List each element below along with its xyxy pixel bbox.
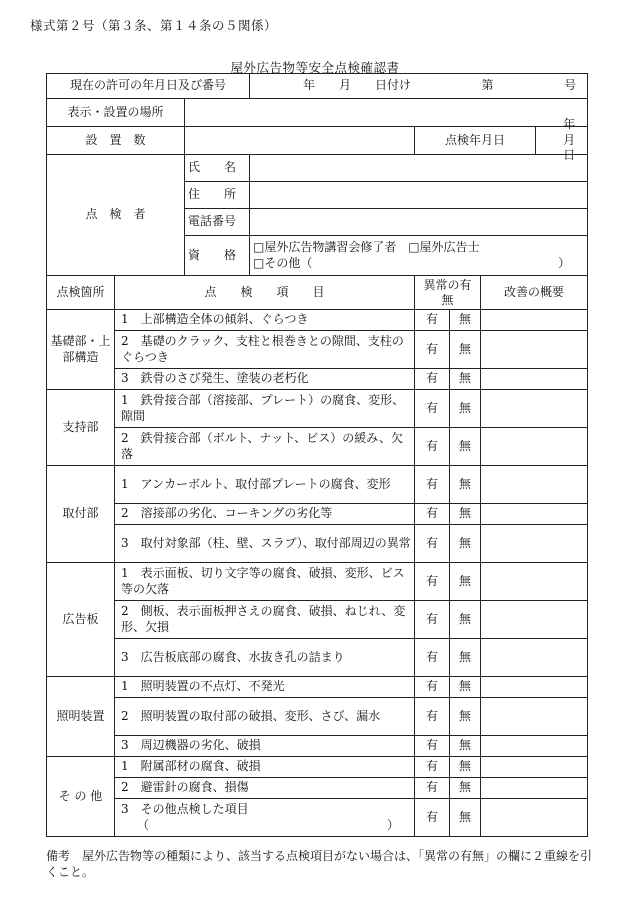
yes-mark[interactable]: 有 bbox=[415, 310, 450, 331]
improvement-field[interactable] bbox=[481, 639, 588, 677]
count-field[interactable] bbox=[185, 127, 415, 155]
phone-label: 電話番号 bbox=[185, 209, 250, 236]
yes-mark[interactable]: 有 bbox=[415, 698, 450, 736]
phone-field[interactable] bbox=[250, 209, 588, 236]
yes-mark[interactable]: 有 bbox=[415, 757, 450, 778]
no-mark[interactable]: 無 bbox=[450, 525, 481, 563]
no-mark[interactable]: 無 bbox=[450, 331, 481, 369]
document-title: 屋外広告物等安全点検確認書 bbox=[230, 60, 400, 75]
check-item: 1 上部構造全体の傾斜、ぐらつき bbox=[115, 310, 415, 331]
no-mark[interactable]: 無 bbox=[450, 778, 481, 799]
check-item: 3 その他点検した項目 bbox=[121, 801, 249, 816]
permit-date-text: 年 月 日付け bbox=[303, 78, 412, 93]
col-item-header: 点 検 項 目 bbox=[115, 276, 415, 310]
improvement-field[interactable] bbox=[481, 331, 588, 369]
check-item: 1 鉄骨接合部（溶接部、プレート）の腐食、変形、隙間 bbox=[115, 390, 415, 428]
checklist-header-row bbox=[47, 276, 588, 310]
qual-option-other[interactable]: □その他（ bbox=[253, 255, 313, 270]
no-mark[interactable]: 無 bbox=[450, 563, 481, 601]
checklist-row bbox=[47, 677, 588, 698]
remarks-note bbox=[46, 848, 594, 880]
yes-mark[interactable]: 有 bbox=[415, 601, 450, 639]
permit-no-go: 号 bbox=[564, 78, 577, 93]
permit-no-dai: 第 bbox=[481, 78, 494, 93]
improvement-field[interactable] bbox=[481, 757, 588, 778]
name-label: 氏 名 bbox=[185, 155, 250, 182]
permit-label: 現在の許可の年月日及び番号 bbox=[47, 74, 250, 99]
no-mark[interactable]: 無 bbox=[450, 466, 481, 504]
col-abnormal-header: 異常の有無 bbox=[415, 276, 481, 310]
yes-mark[interactable]: 有 bbox=[415, 677, 450, 698]
count-row bbox=[47, 127, 588, 155]
improvement-field[interactable] bbox=[481, 698, 588, 736]
section-mount-label: 取付部 bbox=[47, 466, 115, 563]
yes-mark[interactable]: 有 bbox=[415, 504, 450, 525]
remarks-label: 備考 bbox=[46, 849, 71, 863]
checklist-row bbox=[47, 428, 588, 466]
address-label: 住 所 bbox=[185, 182, 250, 209]
inspection-date-field[interactable]: 年 月 日 bbox=[563, 117, 600, 163]
no-mark[interactable]: 無 bbox=[450, 369, 481, 390]
yes-mark[interactable]: 有 bbox=[415, 369, 450, 390]
improvement-field[interactable] bbox=[481, 369, 588, 390]
section-foundation-label: 基礎部・上部構造 bbox=[47, 310, 115, 390]
check-item: 3 取付対象部（柱、壁、スラブ）、取付部周辺の異常 bbox=[115, 525, 415, 563]
check-item: 1 アンカーボルト、取付部プレートの腐食、変形 bbox=[115, 466, 415, 504]
yes-mark[interactable]: 有 bbox=[415, 736, 450, 757]
no-mark[interactable]: 無 bbox=[450, 601, 481, 639]
no-mark[interactable]: 無 bbox=[450, 698, 481, 736]
improvement-field[interactable] bbox=[481, 677, 588, 698]
yes-mark[interactable]: 有 bbox=[415, 563, 450, 601]
inspection-date-label: 点検年月日 bbox=[415, 127, 536, 154]
check-item: 2 基礎のクラック、支柱と根巻きとの隙間、支柱のぐらつき bbox=[115, 331, 415, 369]
remarks-text: 屋外広告物等の種類により、該当する点検項目がない場合は、「異常の有無」の欄に２重線を引くこと。 bbox=[46, 849, 593, 880]
checklist-row bbox=[47, 390, 588, 428]
section-other-label: そ の 他 bbox=[47, 757, 115, 837]
yes-mark[interactable]: 有 bbox=[415, 466, 450, 504]
checklist-row bbox=[47, 601, 588, 639]
location-row bbox=[47, 99, 588, 127]
check-item: 2 溶接部の劣化、コーキングの劣化等 bbox=[115, 504, 415, 525]
checklist-row bbox=[47, 799, 588, 837]
yes-mark[interactable]: 有 bbox=[415, 390, 450, 428]
count-label: 設 置 数 bbox=[47, 127, 185, 155]
yes-mark[interactable]: 有 bbox=[415, 778, 450, 799]
location-label: 表示・設置の場所 bbox=[47, 99, 185, 127]
checklist-row bbox=[47, 563, 588, 601]
inspection-form-table bbox=[46, 73, 600, 837]
improvement-field[interactable] bbox=[481, 428, 588, 466]
check-item: 3 広告板底部の腐食、水抜き孔の詰まり bbox=[115, 639, 415, 677]
no-mark[interactable]: 無 bbox=[450, 736, 481, 757]
checklist-row bbox=[47, 778, 588, 799]
improvement-field[interactable] bbox=[481, 504, 588, 525]
check-item: 1 附属部材の腐食、破損 bbox=[115, 757, 415, 778]
inspector-label: 点 検 者 bbox=[47, 155, 185, 276]
yes-mark[interactable]: 有 bbox=[415, 525, 450, 563]
no-mark[interactable]: 無 bbox=[450, 310, 481, 331]
check-item: 1 表示面板、切り文字等の腐食、破損、変形、ビス等の欠落 bbox=[115, 563, 415, 601]
permit-value-field[interactable] bbox=[250, 74, 588, 99]
checklist-row bbox=[47, 310, 588, 331]
yes-mark[interactable]: 有 bbox=[415, 639, 450, 677]
improvement-field[interactable] bbox=[481, 310, 588, 331]
qual-option-course[interactable]: □屋外広告物講習会修了者 bbox=[253, 239, 397, 254]
section-signboard-label: 広告板 bbox=[47, 563, 115, 677]
improvement-field[interactable] bbox=[481, 778, 588, 799]
check-item: 2 避雷針の腐食、損傷 bbox=[115, 778, 415, 799]
qual-option-licensed[interactable]: □屋外広告士 bbox=[408, 239, 480, 254]
qualification-label: 資 格 bbox=[185, 236, 250, 276]
no-mark[interactable]: 無 bbox=[450, 390, 481, 428]
other-paren-open: （ bbox=[137, 817, 150, 832]
improvement-field[interactable] bbox=[481, 563, 588, 601]
improvement-field[interactable] bbox=[481, 799, 588, 837]
col-improvement-header: 改善の概要 bbox=[481, 276, 588, 310]
other-item-cell[interactable] bbox=[115, 799, 415, 837]
checklist-row bbox=[47, 466, 588, 504]
check-item: 2 照明装置の取付部の破損、変形、さび、漏水 bbox=[115, 698, 415, 736]
checklist-row bbox=[47, 369, 588, 390]
col-location-header: 点検箇所 bbox=[47, 276, 115, 310]
improvement-field[interactable] bbox=[481, 736, 588, 757]
check-item: 3 鉄骨のさび発生、塗装の老朽化 bbox=[115, 369, 415, 390]
address-field[interactable] bbox=[250, 182, 588, 209]
location-field[interactable] bbox=[185, 99, 588, 127]
improvement-field[interactable] bbox=[481, 466, 588, 504]
section-lighting-label: 照明装置 bbox=[47, 677, 115, 757]
checklist-row bbox=[47, 736, 588, 757]
inspection-date-cell bbox=[415, 117, 600, 163]
checklist-row bbox=[47, 698, 588, 736]
no-mark[interactable]: 無 bbox=[450, 757, 481, 778]
other-paren-close: ） bbox=[387, 817, 400, 832]
yes-mark[interactable]: 有 bbox=[415, 331, 450, 369]
permit-row bbox=[47, 74, 588, 99]
no-mark[interactable]: 無 bbox=[450, 799, 481, 837]
checklist-row bbox=[47, 757, 588, 778]
check-item: 1 照明装置の不点灯、不発光 bbox=[115, 677, 415, 698]
checklist-row bbox=[47, 331, 588, 369]
check-item: 2 側板、表示面板押さえの腐食、破損、ねじれ、変形、欠損 bbox=[115, 601, 415, 639]
improvement-field[interactable] bbox=[481, 525, 588, 563]
improvement-field[interactable] bbox=[481, 601, 588, 639]
check-item: 2 鉄骨接合部（ボルト、ナット、ビス）の緩み、欠落 bbox=[115, 428, 415, 466]
no-mark[interactable]: 無 bbox=[450, 504, 481, 525]
check-item: 3 周辺機器の劣化、破損 bbox=[115, 736, 415, 757]
no-mark[interactable]: 無 bbox=[450, 677, 481, 698]
checklist-row bbox=[47, 504, 588, 525]
yes-mark[interactable]: 有 bbox=[415, 428, 450, 466]
checklist-row bbox=[47, 525, 588, 563]
qual-other-close: ） bbox=[558, 255, 571, 270]
no-mark[interactable]: 無 bbox=[450, 639, 481, 677]
no-mark[interactable]: 無 bbox=[450, 428, 481, 466]
qualification-field[interactable] bbox=[250, 236, 588, 276]
form-number: 様式第２号（第３条、第１４条の５関係） bbox=[30, 18, 278, 33]
checklist-row bbox=[47, 639, 588, 677]
improvement-field[interactable] bbox=[481, 390, 588, 428]
section-support-label: 支持部 bbox=[47, 390, 115, 466]
yes-mark[interactable]: 有 bbox=[415, 799, 450, 837]
